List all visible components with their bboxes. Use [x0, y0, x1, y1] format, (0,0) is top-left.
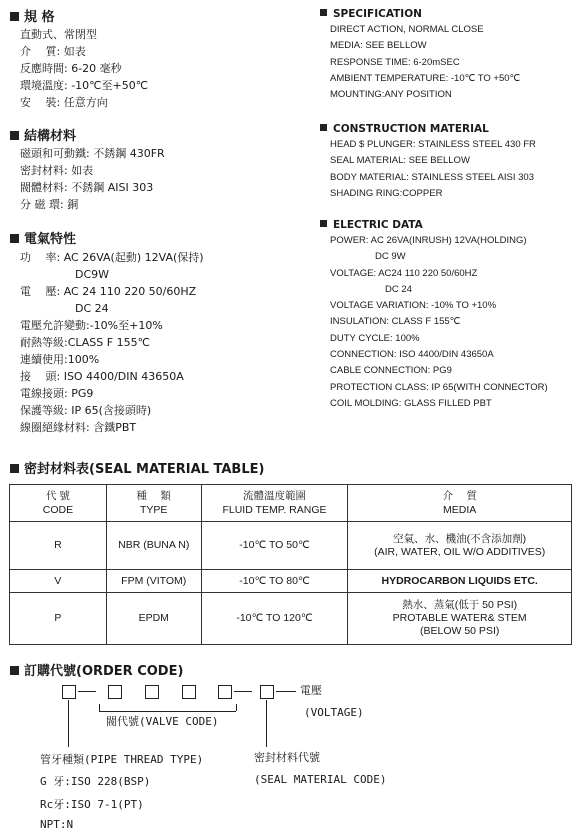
code-box-valve — [218, 685, 232, 699]
left-construction-line: 磁頭和可動鐵: 不銹鋼 430FR — [20, 147, 165, 160]
right-electric-line: COIL MOLDING: GLASS FILLED PBT — [330, 397, 492, 409]
pipe-thread-g: G 牙:ISO 228(BSP) — [40, 775, 151, 788]
left-electric-line: DC9W — [75, 268, 110, 281]
table-row — [10, 593, 572, 645]
right-construction-title: CONSTRUCTION MATERIAL — [320, 123, 536, 135]
seal-code-label-zh: 密封材料代號 — [254, 751, 320, 764]
left-construction-line: 閥體材料: 不銹鋼 AISI 303 — [20, 181, 154, 194]
right-electric-line: DC 24 — [385, 283, 412, 295]
right-electric-line: INSULATION: CLASS F 155℃ — [330, 316, 461, 328]
seal-table-title: 密封材料表(SEAL MATERIAL TABLE) — [10, 458, 264, 477]
right-spec-line: MOUNTING:ANY POSITION — [330, 89, 452, 101]
square-bullet-icon — [320, 124, 327, 131]
left-spec-title: 規 格 — [10, 6, 148, 25]
left-spec-line: 反應時間: 6-20 毫秒 — [20, 62, 122, 75]
left-electric-line: 耐熱等級:CLASS F 155℃ — [20, 336, 150, 349]
cell-type: NBR (BUNA N) — [106, 522, 201, 570]
left-electric-section — [10, 228, 204, 436]
left-spec-section — [10, 6, 148, 111]
leader-line — [266, 700, 267, 747]
right-spec-line: MEDIA: SEE BELLOW — [330, 40, 427, 52]
cell-type: EPDM — [106, 593, 201, 645]
left-spec-line: 直動式、常閉型 — [20, 28, 97, 41]
left-electric-line: 電壓允許變動:-10%至+10% — [20, 319, 163, 332]
header-code: 代 號 CODE — [10, 485, 107, 522]
table-row — [10, 570, 572, 593]
pipe-thread-rc: Rc牙:ISO 7-1(PT) — [40, 798, 144, 811]
right-construction-section — [320, 123, 536, 202]
left-electric-line: DC 24 — [75, 302, 109, 315]
cell-media: HYDROCARBON LIQUIDS ETC. — [348, 570, 572, 593]
left-construction-section — [10, 125, 165, 213]
left-spec-line: 環境溫度: -10℃至+50℃ — [20, 79, 149, 92]
right-electric-section — [320, 219, 548, 412]
code-box-valve — [182, 685, 196, 699]
cell-range: -10℃ TO 50℃ — [201, 522, 348, 570]
cell-range: -10℃ TO 120℃ — [201, 593, 348, 645]
cell-code: R — [10, 522, 107, 570]
right-electric-line: POWER: AC 26VA(INRUSH) 12VA(HOLDING) — [330, 235, 527, 246]
right-electric-line: CABLE CONNECTION: PG9 — [330, 365, 452, 377]
pipe-thread-title: 管牙種類(PIPE THREAD TYPE) — [40, 753, 204, 766]
square-bullet-icon — [10, 12, 19, 21]
right-spec-line: DIRECT ACTION, NORMAL CLOSE — [330, 24, 484, 35]
seal-material-table — [9, 484, 572, 645]
right-spec-line: AMBIENT TEMPERATURE: -10℃ TO +50℃ — [330, 72, 521, 84]
right-construction-line: HEAD $ PLUNGER: STAINLESS STEEL 430 FR — [330, 139, 536, 150]
square-bullet-icon — [10, 234, 19, 243]
dash-line — [78, 691, 96, 692]
right-construction-line: BODY MATERIAL: STAINLESS STEEL AISI 303 — [330, 171, 534, 183]
seal-code-label-en: (SEAL MATERIAL CODE) — [254, 773, 387, 786]
voltage-label-en: (VOLTAGE) — [304, 706, 364, 719]
square-bullet-icon — [320, 220, 327, 227]
voltage-label-zh: 電壓 — [300, 684, 322, 697]
left-electric-line: 接 頭: ISO 4400/DIN 43650A — [20, 370, 184, 383]
code-box-pipe — [62, 685, 76, 699]
square-bullet-icon — [10, 464, 19, 473]
left-electric-line: 線圈絕緣材料: 含鐵PBT — [20, 421, 137, 434]
left-electric-line: 連續使用:100% — [20, 353, 100, 366]
header-range: 流體溫度範圍 FLUID TEMP. RANGE — [201, 485, 348, 522]
right-spec-line: RESPONSE TIME: 6-20mSEC — [330, 56, 460, 68]
left-electric-line: 保護等級: IP 65(含接頭時) — [20, 404, 152, 417]
left-construction-title: 結構材料 — [10, 125, 165, 144]
right-electric-line: DC 9W — [375, 251, 406, 263]
table-header-row — [10, 485, 572, 522]
left-spec-line: 安 裝: 任意方向 — [20, 96, 108, 109]
left-electric-line: 電 壓: AC 24 110 220 50/60HZ — [20, 285, 197, 298]
code-box-seal — [260, 685, 274, 699]
bracket-line — [236, 704, 237, 711]
cell-range: -10℃ TO 80℃ — [201, 570, 348, 593]
dash-line — [234, 691, 252, 692]
left-electric-line: 電線接頭: PG9 — [20, 387, 94, 400]
square-bullet-icon — [320, 9, 327, 16]
left-construction-line: 分 磁 環: 銅 — [20, 198, 79, 211]
left-construction-line: 密封材料: 如表 — [20, 164, 94, 177]
cell-media: 熱水、蒸氣(低于 50 PSI) PROTABLE WATER& STEM (BELOW 50 PSI) — [348, 593, 572, 645]
right-electric-line: VOLTAGE: AC24 110 220 50/60HZ — [330, 267, 478, 279]
header-type: 種 類 TYPE — [106, 485, 201, 522]
square-bullet-icon — [10, 131, 19, 140]
dash-line — [276, 691, 296, 692]
left-electric-line: 功 率: AC 26VA(起動) 12VA(保持) — [20, 251, 204, 264]
right-construction-line: SHADING RING:COPPER — [330, 187, 443, 199]
right-spec-title: SPECIFICATION — [320, 8, 520, 20]
right-electric-line: PROTECTION CLASS: IP 65(WITH CONNECTOR) — [330, 381, 548, 393]
header-media: 介 質 MEDIA — [348, 485, 572, 522]
right-electric-line: CONNECTION: ISO 4400/DIN 43650A — [330, 349, 494, 361]
bracket-line — [99, 711, 236, 712]
cell-type: FPM (VITOM) — [106, 570, 201, 593]
right-electric-line: VOLTAGE VARIATION: -10% TO +10% — [330, 300, 497, 312]
table-row — [10, 522, 572, 570]
left-electric-title: 電氣特性 — [10, 228, 204, 247]
valve-code-label: 閥代號(VALVE CODE) — [106, 715, 219, 728]
cell-code: V — [10, 570, 107, 593]
square-bullet-icon — [10, 666, 19, 675]
cell-code: P — [10, 593, 107, 645]
cell-media: 空氣、水、機油(不含添加劑) (AIR, WATER, OIL W/O ADDITIVES) — [348, 522, 572, 570]
code-box-valve — [145, 685, 159, 699]
right-spec-section — [320, 8, 520, 103]
right-construction-line: SEAL MATERIAL: SEE BELLOW — [330, 155, 470, 167]
pipe-thread-npt: NPT:N — [40, 818, 74, 831]
right-electric-line: DUTY CYCLE: 100% — [330, 332, 420, 344]
bracket-line — [99, 704, 100, 711]
code-box-valve — [108, 685, 122, 699]
left-spec-line: 介 質: 如表 — [20, 45, 86, 58]
leader-line — [68, 700, 69, 747]
right-electric-title: ELECTRIC DATA — [320, 219, 548, 231]
order-code-title: 訂購代號(ORDER CODE) — [10, 660, 183, 679]
